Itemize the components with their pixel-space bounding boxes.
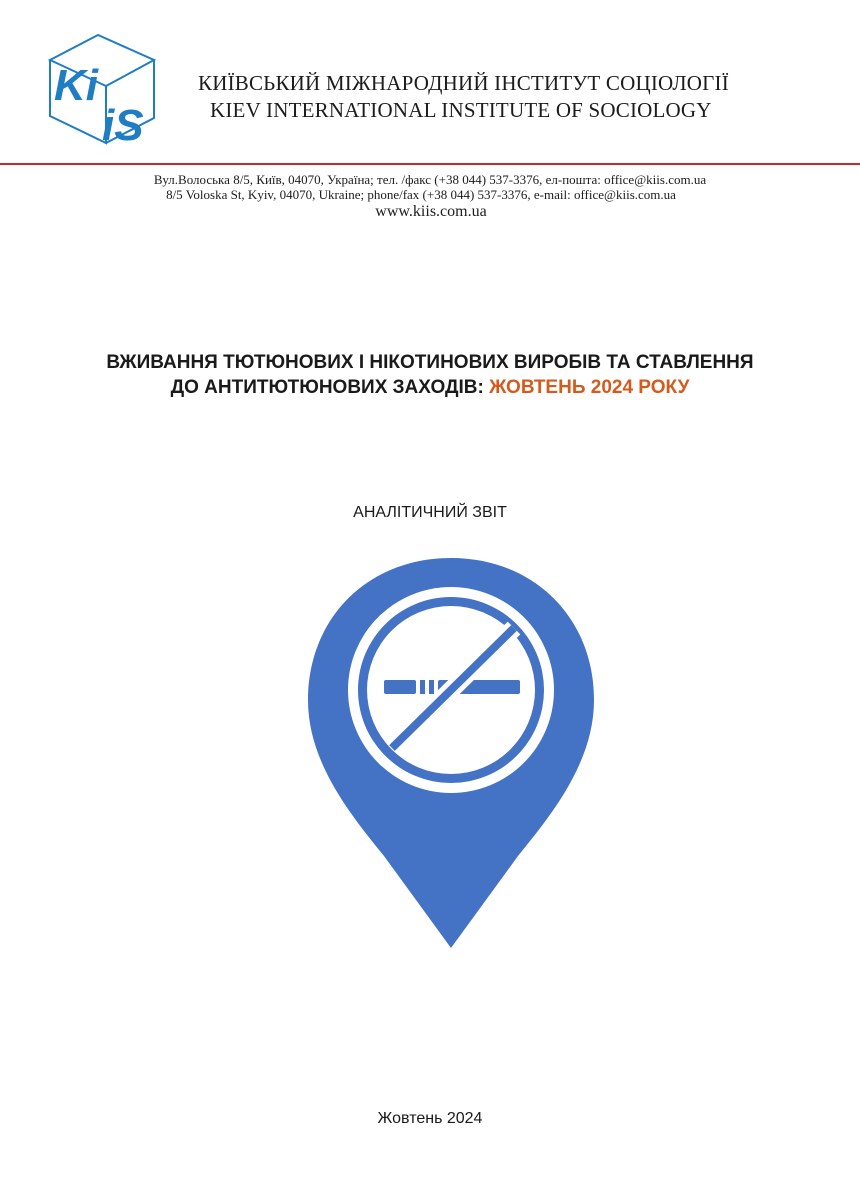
contact-line-en: 8/5 Voloska St, Kyiv, 04070, Ukraine; phone/fax (+38 044) 537-3376, e-mail: office@kiis.com.ua — [166, 187, 676, 202]
logo-text-bottom: iS — [102, 101, 144, 148]
report-title — [0, 350, 860, 400]
organization-names — [198, 70, 729, 124]
contact-block — [0, 172, 860, 221]
logo-text-top: Ki — [54, 61, 98, 110]
report-title-line1: ВЖИВАННЯ ТЮТЮНОВИХ І НІКОТИНОВИХ ВИРОБІВ ТА СТАВЛЕННЯ — [106, 352, 754, 373]
report-title-line2 — [0, 375, 860, 400]
contact-line-ua: Вул.Волоська 8/5, Київ, 04070, Україна; тел. /факс (+38 044) 537-3376, ел-пошта: office@kiis.com.ua — [153, 172, 707, 187]
report-title-main: ДО АНТИТЮТЮНОВИХ ЗАХОДІВ: — [170, 377, 490, 398]
report-subtitle: АНАЛІТИЧНИЙ ЗВІТ — [353, 504, 507, 521]
header-divider — [0, 163, 860, 165]
report-date: Жовтень 2024 — [377, 1110, 483, 1127]
kiis-logo — [46, 30, 158, 148]
report-title-date: ЖОВТЕНЬ 2024 РОКУ — [489, 377, 690, 398]
org-name-en: KIEV INTERNATIONAL INSTITUTE OF SOCIOLOGY — [210, 98, 712, 122]
website-link[interactable]: www.kiis.com.ua — [375, 203, 487, 220]
no-smoking-location-pin-icon — [300, 552, 602, 954]
org-name-ua: КИЇВСЬКИЙ МІЖНАРОДНИЙ ІНСТИТУТ СОЦІОЛОГІЇ — [198, 71, 729, 95]
